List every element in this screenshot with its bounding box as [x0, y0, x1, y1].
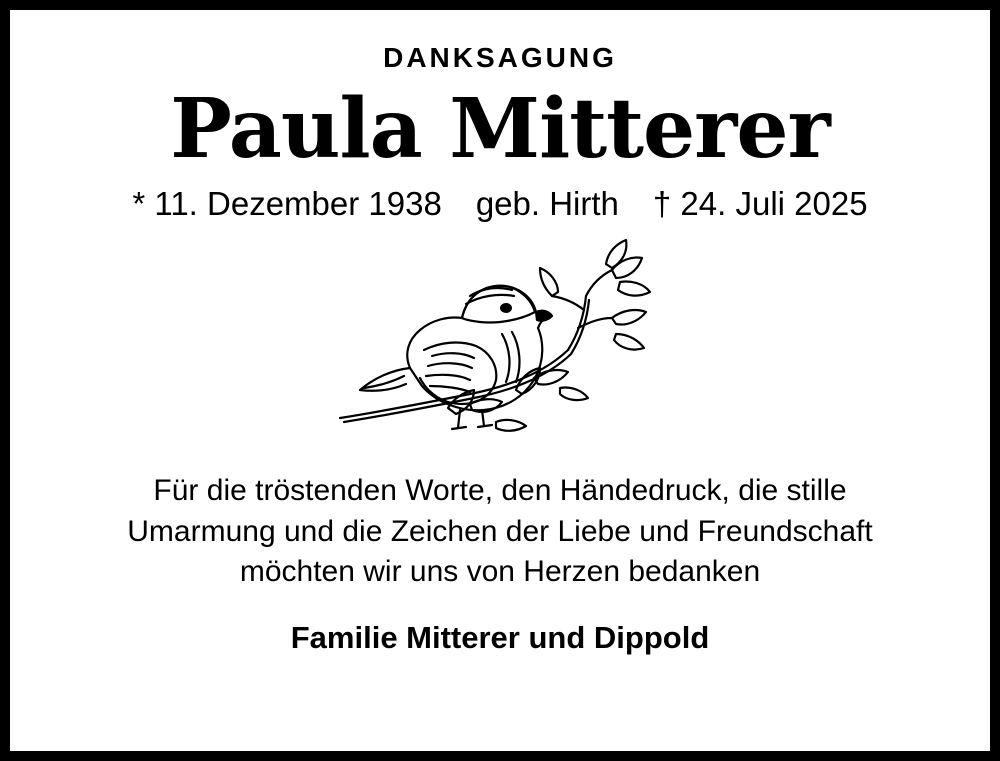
obituary-card — [10, 10, 990, 751]
family-signature: Familie Mitterer und Dippold — [290, 619, 710, 655]
bird-on-branch-illustration — [320, 238, 680, 453]
message-line-2: Umarmung und die Zeichen der Liebe und Freundschaft — [127, 514, 873, 548]
death-date: † 24. Juli 2025 — [652, 185, 868, 223]
dates-row — [132, 186, 867, 222]
message-line-1: Für die tröstenden Worte, den Händedruck, die stille — [153, 474, 847, 508]
kicker-danksagung: DANKSAGUNG — [383, 42, 617, 73]
thank-you-message — [60, 471, 940, 592]
deceased-name: Paula Mitterer — [170, 81, 830, 177]
birth-date: * 11. Dezember 1938 — [132, 185, 442, 223]
maiden-name: geb. Hirth — [475, 185, 619, 223]
message-line-3: möchten wir uns von Herzen bedanken — [239, 554, 761, 588]
